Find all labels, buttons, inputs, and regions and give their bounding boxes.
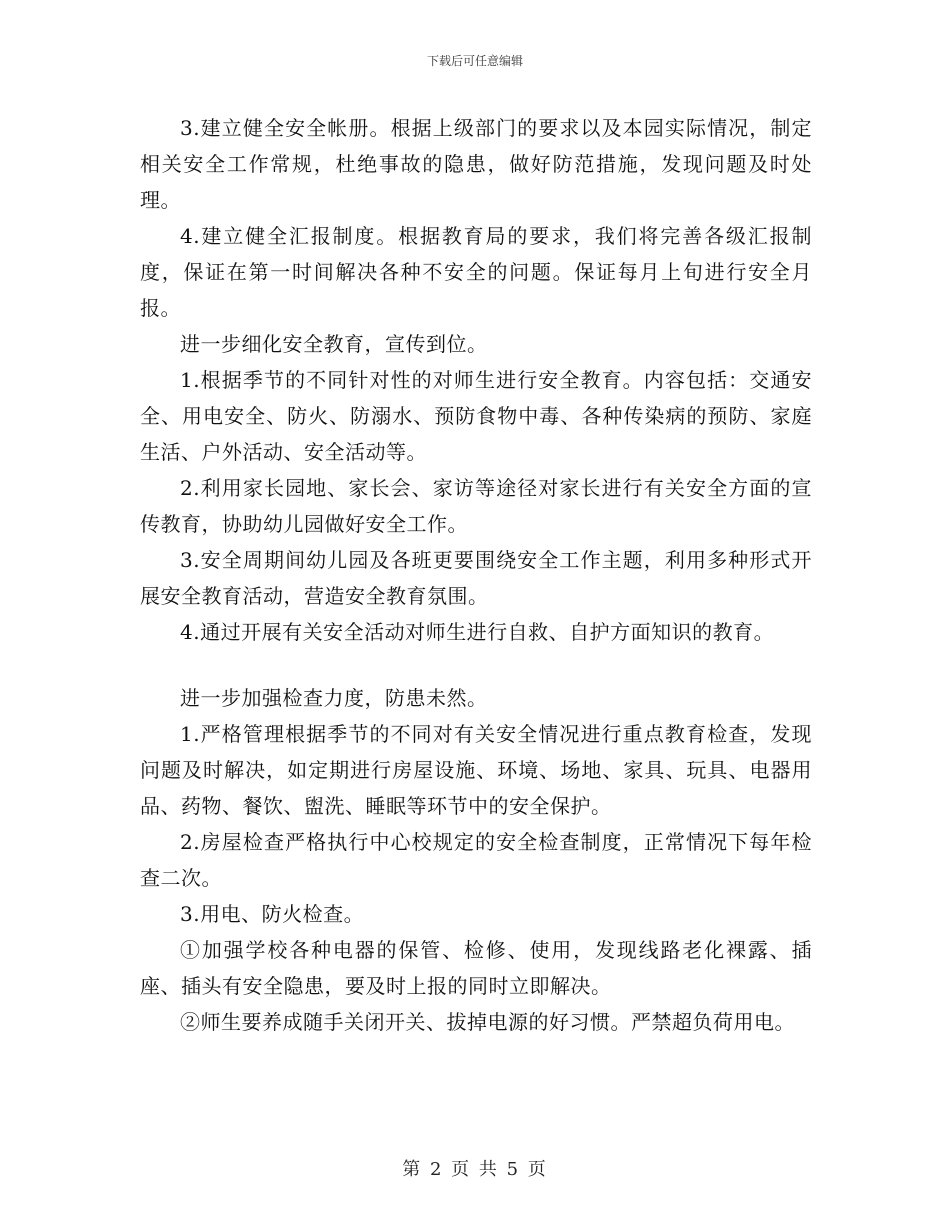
section-heading-inspection: 进一步加强检查力度，防患未然。 xyxy=(180,686,488,710)
paragraph-parent-outreach: 2.利用家长园地、家长会、家访等途径对家长进行有关安全方面的宣传教育，协助幼儿园做好安全工作。 xyxy=(140,476,812,536)
paragraph-power-habits: ②师生要养成随手关闭开关、拔掉电源的好习惯。严禁超负荷用电。 xyxy=(180,1010,795,1034)
paragraph-building-inspection: 2.房屋检查严格执行中心校规定的安全检查制度，正常情况下每年检查二次。 xyxy=(140,830,812,890)
paragraph-account-books: 3.建立健全安全帐册。根据上级部门的要求以及本园实际情况，制定相关安全工作常规，杜绝事故的隐患，做好防范措施，发现问题及时处理。 xyxy=(140,116,812,212)
paragraph-self-rescue: 4.通过开展有关安全活动对师生进行自救、自护方面知识的教育。 xyxy=(180,620,775,644)
paragraph-strict-management: 1.严格管理根据季节的不同对有关安全情况进行重点教育检查，发现问题及时解决，如定期进行房屋设施、环境、场地、家具、玩具、电器用品、药物、餐饮、盥洗、睡眠等环节中的安全保护。 xyxy=(140,722,812,818)
paragraph-electric-fire-inspection: 3.用电、防火检查。 xyxy=(180,902,365,926)
paragraph-seasonal-education: 1.根据季节的不同针对性的对师生进行安全教育。内容包括：交通安全、用电安全、防火、防溺水、预防食物中毒、各种传染病的预防、家庭生活、户外活动、安全活动等。 xyxy=(140,368,812,464)
page-header-note: 下载后可任意编辑 xyxy=(426,54,523,68)
paragraph-reporting-system: 4.建立健全汇报制度。根据教育局的要求，我们将完善各级汇报制度，保证在第一时间解决各种不安全的问题。保证每月上旬进行安全月报。 xyxy=(140,224,812,320)
section-heading-safety-education: 进一步细化安全教育，宣传到位。 xyxy=(180,332,488,356)
document-body xyxy=(140,110,812,1040)
page-number-footer: 第 2 页 共 5 页 xyxy=(402,1159,548,1180)
paragraph-gap xyxy=(140,650,812,680)
paragraph-safety-week: 3.安全周期间幼儿园及各班更要围绕安全工作主题，利用多种形式开展安全教育活动，营造安全教育氛围。 xyxy=(140,548,812,608)
paragraph-electrical-maintenance: ①加强学校各种电器的保管、检修、使用，发现线路老化裸露、插座、插头有安全隐患，要及时上报的同时立即解决。 xyxy=(140,938,812,998)
